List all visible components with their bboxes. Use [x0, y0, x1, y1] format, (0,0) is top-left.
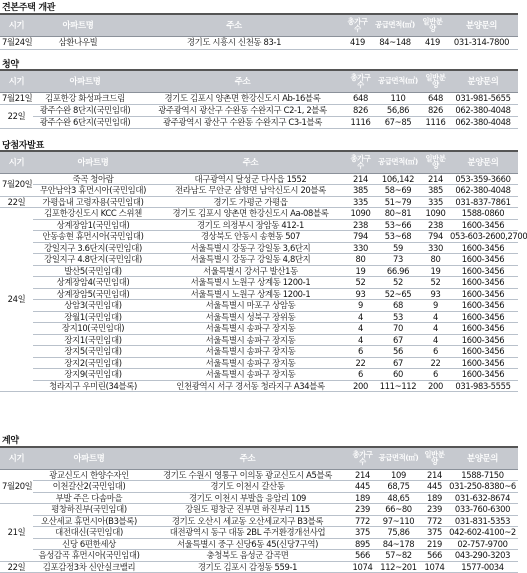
cell-contact: 031-983-5555 [448, 380, 518, 392]
cell-total: 22 [348, 357, 373, 369]
cell-supply: 111~112 [373, 380, 423, 392]
cell-name: 상계장암4(국민임대) [33, 277, 153, 289]
cell-day: 22일 [0, 196, 33, 208]
cell-total: 375 [350, 527, 375, 539]
cell-contact: 1600-3456 [448, 288, 518, 300]
cell-supply: 51~79 [373, 196, 423, 208]
table-row [0, 515, 518, 527]
cell-address: 경기도 김포시 양촌면 한강신도시 Aa-08블록 [153, 208, 348, 220]
col-header: 공급면적(㎡) [370, 14, 420, 36]
col-header: 아파트명 [33, 151, 153, 173]
cell-total: 214 [350, 469, 375, 481]
cell-supply: 106,142 [373, 173, 423, 185]
cell-address: 서울특별시 송파구 장지동 [153, 357, 348, 369]
cell-day: 7월24일 [2, 37, 33, 48]
cell-general: 219 [422, 538, 447, 550]
cell-address: 경기도 오산시 세교동 오산세교지구 B3블록 [145, 515, 350, 527]
cell-contact: 053-603-2600,2700 [450, 231, 527, 242]
cell-address: 서울특별시 송파구 장지동 [153, 346, 348, 358]
cell-supply: 48,65 [375, 492, 422, 504]
cell-total: 772 [350, 515, 375, 527]
cell-name: 강일지구 4.8단지(국민임대) [33, 254, 153, 266]
cell-contact: 031-314-7800 [445, 36, 518, 49]
cell-supply: 53~66 [373, 219, 423, 231]
cell-address: 서울특별시 노원구 상계동 1200-1 [153, 277, 348, 289]
section-title: 견본주택 개관 [2, 3, 56, 13]
cell-day: 7월21일 [2, 92, 33, 103]
cell-supply: 70 [373, 323, 423, 335]
cell-supply: 60 [373, 369, 423, 381]
cell-name: 김포감정3차 신안실크밸리 [33, 561, 145, 573]
cell-day: 7월20일 [0, 469, 33, 504]
cell-contact: 1600-3456 [448, 311, 518, 323]
section-title: 청약 [2, 60, 19, 70]
table-row [0, 346, 518, 358]
cell-address: 경기도 가평군 가평읍 [153, 196, 348, 208]
cell-day: 22일 [0, 104, 33, 128]
cell-address: 전라남도 무안군 삼향면 남악신도시 20블록 [153, 185, 348, 197]
cell-total: 1090 [348, 208, 373, 220]
table-row [0, 492, 518, 504]
cell-supply: 84~178 [375, 538, 422, 550]
cell-name: 상계장암1(국민임대) [33, 219, 153, 231]
col-header: 일반분양 [423, 70, 448, 92]
col-header: 공급면적(㎡) [373, 70, 423, 92]
cell-general: 826 [423, 104, 448, 116]
cell-general: 189 [422, 492, 447, 504]
cell-name: 장지1(국민임대) [33, 334, 153, 346]
col-header: 시기 [0, 447, 33, 469]
cell-total: 826 [348, 104, 373, 116]
cell-general: 385 [423, 185, 448, 197]
cell-address: 서울특별시 성북구 장위동 [153, 311, 348, 323]
cell-total: 4 [348, 323, 373, 335]
table-row [0, 196, 518, 208]
cell-name: 대전대신(국민임대) [33, 527, 145, 539]
cell-general: 419 [420, 36, 445, 49]
cell-total: 648 [348, 92, 373, 104]
cell-total: 895 [350, 538, 375, 550]
cell-supply: 53~68 [373, 231, 423, 243]
cell-general: 214 [423, 173, 448, 185]
cell-total: 330 [348, 242, 373, 254]
cell-total: 6 [348, 369, 373, 381]
cell-contact: 1600-3456 [448, 334, 518, 346]
table-row [0, 538, 518, 550]
cell-name: 무안남악3 휴먼시아(국민임대) [33, 185, 153, 197]
cell-address: 서울특별시 송파구 장지동 [153, 334, 348, 346]
cell-contact: 031-981-5655 [448, 92, 518, 104]
cell-general: 9 [423, 300, 448, 312]
cell-general: 6 [423, 346, 448, 358]
col-header: 총가구수 [348, 70, 373, 92]
cell-supply: 52 [373, 277, 423, 289]
cell-name: 광주수완 8단지(국민임대) [33, 104, 137, 116]
col-header: 분양문의 [448, 151, 518, 173]
cell-total: 239 [350, 504, 375, 516]
cell-address: 강원도 평창군 진부면 하진부리 115 [145, 504, 350, 516]
table-row [0, 265, 518, 277]
cell-total: 4 [348, 311, 373, 323]
table-row [0, 550, 518, 562]
cell-day: 21일 [0, 504, 33, 562]
cell-supply: 84~148 [370, 36, 420, 49]
col-header: 총가구수 [345, 14, 370, 36]
cell-total: 385 [348, 185, 373, 197]
cell-total: 9 [348, 300, 373, 312]
cell-address: 경상북도 안동시 송현동 507 [153, 231, 348, 243]
cell-name: 김포한강신도시 KCC 스위첸 [33, 208, 153, 220]
cell-general: 648 [423, 92, 448, 104]
cell-name: 청라지구 우미린(34블록) [33, 380, 153, 392]
cell-contact: 043-290-3203 [447, 550, 518, 562]
col-header: 주소 [145, 447, 350, 469]
cell-name: 장지2(국민임대) [33, 357, 153, 369]
cell-total: 200 [348, 380, 373, 392]
table-row [0, 504, 518, 516]
cell-address: 경기도 의정부시 장암동 412-1 [153, 219, 348, 231]
cell-address: 경기도 김포시 양촌면 한강신도시 Ab-16블록 [137, 92, 348, 104]
cell-name: 장지5(국민임대) [33, 346, 153, 358]
cell-total: 214 [348, 173, 373, 185]
table-row [0, 380, 518, 392]
cell-address: 서울특별시 송파구 장지동 [153, 369, 348, 381]
col-header: 시기 [0, 70, 33, 92]
cell-supply: 80~81 [373, 208, 423, 220]
col-header: 공급면적(㎡) [373, 151, 423, 173]
col-header: 일반분양 [422, 447, 447, 469]
cell-general: 200 [423, 380, 448, 392]
table-row [0, 173, 518, 185]
cell-total: 80 [348, 254, 373, 266]
table-row [0, 288, 518, 300]
table-row [0, 369, 518, 381]
cell-address: 충청북도 음성군 감곡면 [145, 550, 350, 562]
cell-contact: 033-760-6300 [447, 504, 518, 516]
table-row [0, 300, 518, 312]
cell-contact: 062-380-4048 [448, 104, 518, 116]
cell-contact: 031-831-5353 [447, 515, 518, 527]
section-title: 당첨자발표 [2, 141, 44, 151]
table-row [0, 242, 518, 254]
cell-general: 52 [423, 277, 448, 289]
cell-general: 375 [422, 527, 447, 539]
cell-address: 광주광역시 광산구 수완동 수완지구 C2-1, 2블록 [137, 104, 348, 116]
cell-total: 445 [350, 481, 375, 493]
table-contract [0, 446, 518, 573]
cell-contact: 1600-3456 [448, 369, 518, 381]
cell-contact: 1600-3456 [448, 346, 518, 358]
cell-total: 4 [348, 334, 373, 346]
cell-name: 장지10(국민임대) [33, 323, 153, 335]
col-header: 분양문의 [447, 447, 518, 469]
col-header: 분양문의 [445, 14, 518, 36]
cell-contact: 1600-3456 [448, 357, 518, 369]
col-header: 시기 [0, 151, 33, 173]
table-row [0, 231, 518, 243]
cell-supply: 52~65 [373, 288, 423, 300]
col-header: 총가구수 [350, 447, 375, 469]
col-header: 아파트명 [33, 447, 145, 469]
cell-address: 경기도 시흥시 신천동 83-1 [123, 36, 345, 49]
table-row [0, 36, 518, 49]
cell-address: 서울특별시 노원구 상계동 1200-1 [153, 288, 348, 300]
cell-contact: 1600-3456 [448, 242, 518, 254]
cell-general: 4 [423, 323, 448, 335]
cell-address: 대전광역시 동구 대동 2BL 주거환경개선사업 [145, 527, 350, 539]
cell-supply: 109 [375, 469, 422, 481]
cell-general: 22 [423, 357, 448, 369]
cell-general: 335 [423, 196, 448, 208]
cell-general: 1090 [423, 208, 448, 220]
cell-contact: 062-380-4048 [448, 116, 518, 128]
cell-supply: 53 [373, 311, 423, 323]
cell-address: 서울특별시 강서구 발산1동 [153, 265, 348, 277]
cell-contact: 031-632-8674 [447, 492, 518, 504]
cell-address: 경기도 이천시 부발읍 응암리 109 [145, 492, 350, 504]
cell-supply: 66~80 [375, 504, 422, 516]
cell-name: 광교신도시 한양수자인 [33, 469, 145, 481]
cell-name: 장월1(국민임대) [33, 311, 153, 323]
cell-name: 죽곡 청아람 [33, 173, 153, 185]
cell-address: 인천광역시 서구 경서동 청라지구 A34블록 [153, 380, 348, 392]
table-row [0, 219, 518, 231]
col-header: 아파트명 [33, 14, 123, 36]
col-header: 공급면적(㎡) [375, 447, 422, 469]
cell-contact: 1600-3456 [448, 277, 518, 289]
cell-supply: 59 [373, 242, 423, 254]
cell-supply: 67~85 [373, 116, 423, 128]
cell-general: 4 [423, 334, 448, 346]
cell-name: 김포한강 화성파크드림 [33, 92, 137, 104]
col-header: 아파트명 [33, 70, 137, 92]
cell-total: 794 [348, 231, 373, 243]
col-header: 주소 [153, 151, 348, 173]
cell-general: 80 [423, 254, 448, 266]
cell-name: 상계장암5(국민임대) [33, 288, 153, 300]
cell-name: 신당 6편한세상 [33, 538, 145, 550]
cell-supply: 66.96 [373, 265, 423, 277]
table-row [0, 334, 518, 346]
cell-name: 이천갈산2(국민임대) [33, 481, 145, 493]
cell-name: 평창하진부(국민임대) [33, 504, 145, 516]
table-row [0, 527, 518, 539]
col-header: 총가구수 [348, 151, 373, 173]
cell-day: 24일 [0, 208, 33, 392]
cell-address: 서울특별시 마포구 상암동 [153, 300, 348, 312]
cell-supply: 67 [373, 334, 423, 346]
cell-address: 경기도 이천시 갈산동 [145, 481, 350, 493]
cell-contact: 1588-0860 [448, 208, 518, 220]
cell-supply: 73 [373, 254, 423, 266]
cell-total: 1116 [348, 116, 373, 128]
cell-general: 445 [422, 481, 447, 493]
cell-name: 오산세교 휴먼시아(B3블록) [33, 515, 145, 527]
col-header: 일반분양 [420, 14, 445, 36]
cell-address: 서울특별시 중구 신당6동 45(신당7구역) [145, 538, 350, 550]
cell-total: 566 [350, 550, 375, 562]
table-row [0, 104, 518, 116]
cell-supply: 97~110 [375, 515, 422, 527]
cell-name: 부발 주은 다솜마을 [33, 492, 145, 504]
cell-supply: 112~201 [375, 561, 422, 573]
cell-name: 상암3(국민임대) [33, 300, 153, 312]
table-winner-announcement [0, 150, 527, 392]
cell-contact: 1600-3456 [448, 219, 518, 231]
col-header: 주소 [137, 70, 348, 92]
table-row [0, 469, 518, 481]
cell-general: 239 [422, 504, 447, 516]
cell-day: 22일 [0, 561, 33, 573]
table-row [0, 357, 518, 369]
cell-contact: 031-250-8380~6 [447, 481, 518, 493]
table-row [0, 92, 518, 104]
cell-total: 189 [350, 492, 375, 504]
table-row [0, 277, 518, 289]
cell-name: 발산5(국민임대) [33, 265, 153, 277]
cell-general: 1074 [422, 561, 447, 573]
cell-address: 대구광역시 달성군 다사읍 1552 [153, 173, 348, 185]
cell-name: 음성감곡 휴먼시아(국민임대) [33, 550, 145, 562]
cell-supply: 57~82 [375, 550, 422, 562]
cell-general: 214 [422, 469, 447, 481]
section-title: 계약 [2, 436, 19, 446]
cell-address: 서울특별시 강동구 강일동 4,8단지 [153, 254, 348, 266]
cell-name: 가평읍내 고령자용(국민임대) [33, 196, 153, 208]
cell-supply: 56 [373, 346, 423, 358]
col-header: 분양문의 [448, 70, 518, 92]
cell-name: 광주수완 6단지(국민임대) [33, 116, 137, 128]
cell-total: 335 [348, 196, 373, 208]
cell-general: 330 [423, 242, 448, 254]
cell-general: 1116 [423, 116, 448, 128]
cell-supply: 75,86 [375, 527, 422, 539]
cell-contact: 1600-3456 [448, 323, 518, 335]
table-row [0, 185, 518, 197]
cell-contact: 031-837-7861 [448, 196, 518, 208]
cell-total: 6 [348, 346, 373, 358]
table-row [0, 561, 518, 573]
cell-contact: 053-359-3660 [448, 173, 518, 185]
table-subscription [0, 69, 518, 129]
cell-name: 장지9(국민임대) [33, 369, 153, 381]
cell-contact: 02-757-9700 [447, 538, 518, 550]
cell-total: 1074 [350, 561, 375, 573]
cell-contact: 1600-3456 [448, 300, 518, 312]
col-header: 주소 [123, 14, 345, 36]
cell-general: 794 [423, 231, 448, 243]
cell-total: 93 [348, 288, 373, 300]
table-row [0, 208, 518, 220]
cell-supply: 68 [373, 300, 423, 312]
cell-contact: 1600-3456 [448, 254, 518, 266]
cell-supply: 68,75 [375, 481, 422, 493]
cell-name: 강일지구 3.6단지(국민임대) [33, 242, 153, 254]
cell-general: 93 [423, 288, 448, 300]
cell-total: 419 [345, 36, 370, 49]
cell-general: 238 [423, 219, 448, 231]
cell-general: 772 [422, 515, 447, 527]
cell-day: 7월20일 [0, 173, 33, 196]
cell-general: 4 [423, 311, 448, 323]
cell-address: 서울특별시 강동구 강일동 3,6단지 [153, 242, 348, 254]
cell-contact: 1600-3456 [448, 265, 518, 277]
cell-address: 경기도 수원시 영통구 이의동 광교신도시 A5블록 [145, 469, 350, 481]
table-row [0, 323, 518, 335]
cell-supply: 58~69 [373, 185, 423, 197]
cell-contact: 062-380-4048 [448, 185, 518, 197]
table-row [0, 311, 518, 323]
cell-general: 19 [423, 265, 448, 277]
cell-total: 19 [348, 265, 373, 277]
cell-name: 안동송현 휴먼시아(국민임대) [33, 231, 153, 243]
cell-contact: 1577-0034 [447, 561, 518, 573]
cell-supply: 110 [373, 92, 423, 104]
cell-contact: 042-602-4100~2 [447, 527, 518, 539]
table-row [0, 254, 518, 266]
cell-supply: 67 [373, 357, 423, 369]
cell-address: 광주광역시 광산구 수완동 수완지구 C3-1블록 [137, 116, 348, 128]
cell-total: 238 [348, 219, 373, 231]
table-model-house [0, 13, 518, 50]
cell-contact: 1588-7150 [447, 469, 518, 481]
cell-address: 경기도 김포시 감정동 559-1 [145, 561, 350, 573]
cell-general: 566 [422, 550, 447, 562]
table-row [0, 481, 518, 493]
cell-address: 서울특별시 송파구 장지동 [153, 323, 348, 335]
cell-total: 52 [348, 277, 373, 289]
col-header: 일반분양 [423, 151, 448, 173]
cell-name: 삼환나우빌 [33, 36, 123, 49]
table-row [0, 116, 518, 128]
cell-general: 6 [423, 369, 448, 381]
cell-supply: 56,86 [373, 104, 423, 116]
col-header: 시기 [0, 14, 33, 36]
